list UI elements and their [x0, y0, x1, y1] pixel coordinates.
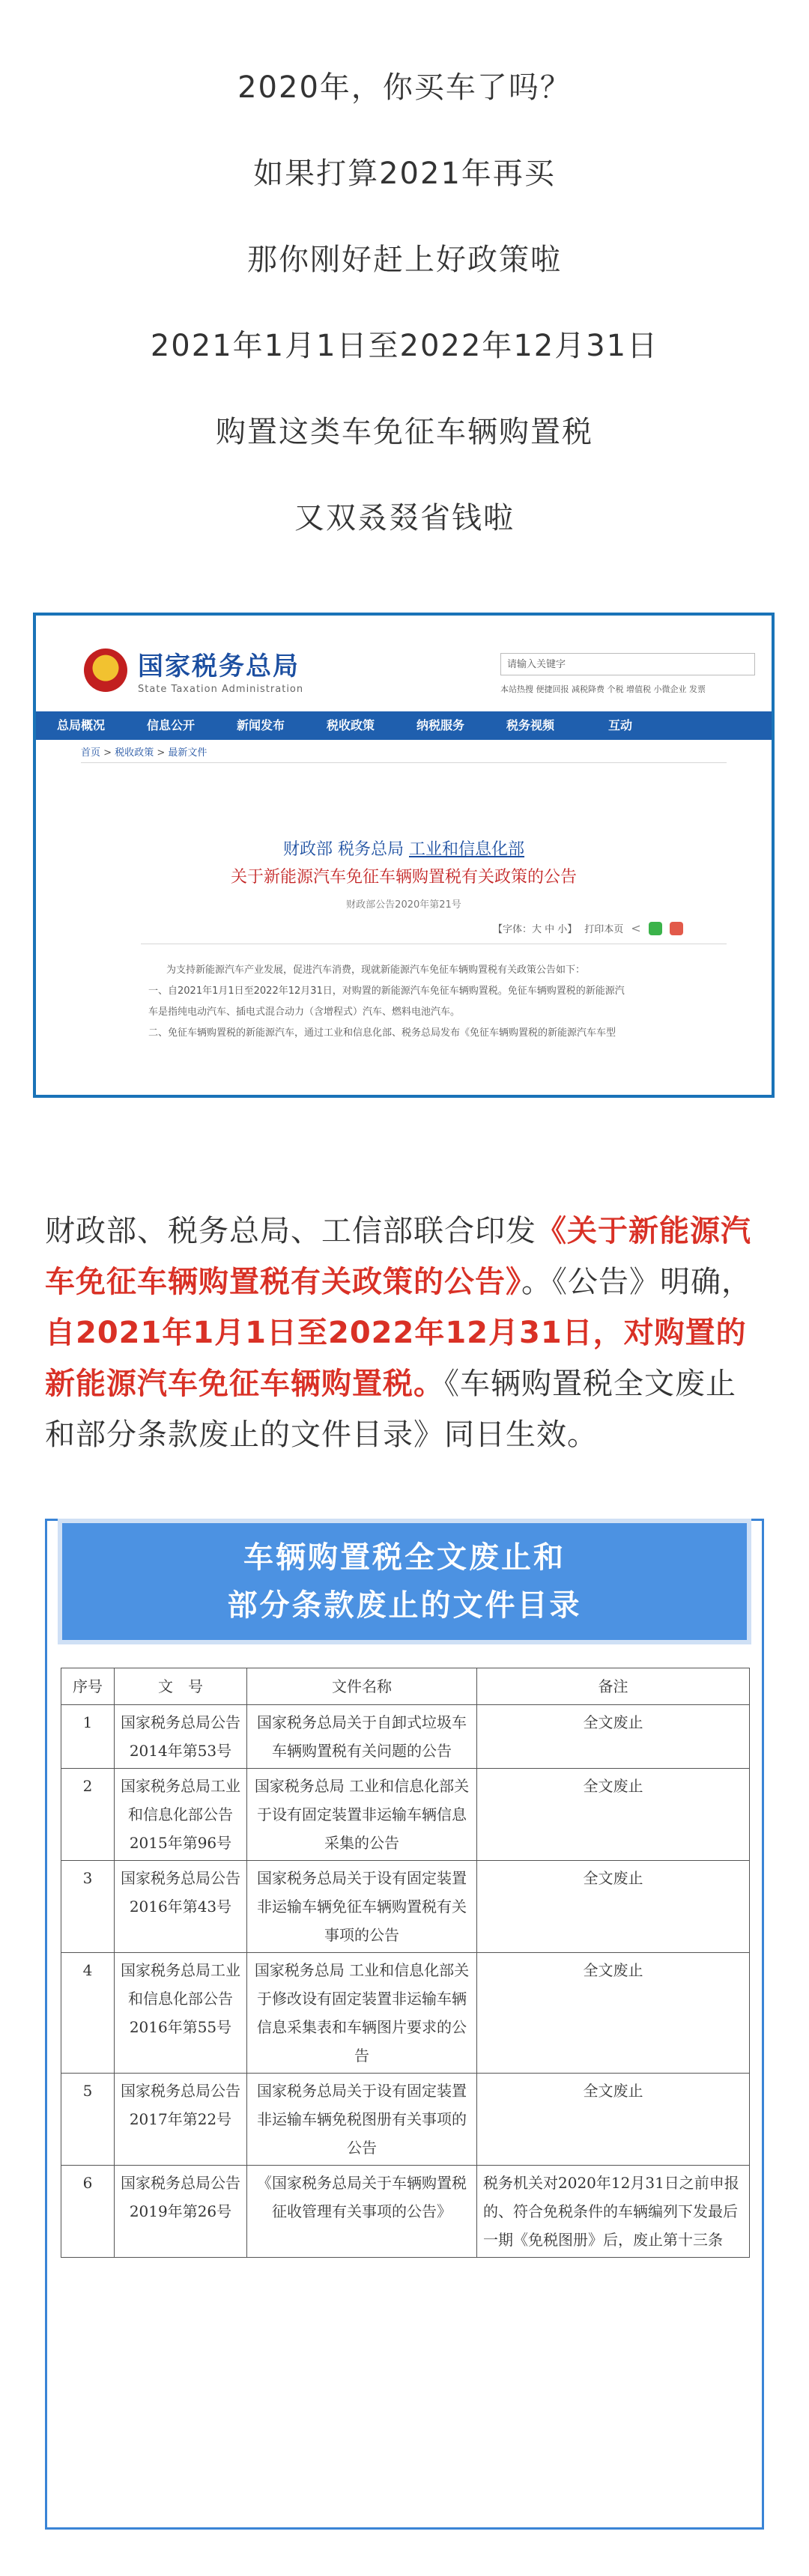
para-text: 《车辆购置税全文废止和部分条款废止的文件目录》同日生效。: [45, 1367, 736, 1452]
table-row: [61, 2074, 750, 2166]
cell-name: 国家税务总局关于自卸式垃圾车车辆购置税有关问题的公告: [247, 1705, 477, 1769]
nav-item[interactable]: 税务视频: [506, 718, 554, 732]
cell-name: 国家税务总局 工业和信息化部关于设有固定装置非运输车辆信息采集的公告: [247, 1769, 477, 1861]
cell-note: 全文废止: [477, 1705, 750, 1769]
policy-paragraph: [45, 1206, 764, 1460]
announcement-title: 关于新能源汽车免征车辆购置税有关政策的公告: [230, 868, 577, 887]
cell-no: 6: [61, 2166, 115, 2258]
font-size-control[interactable]: 【字体：大 中 小】: [493, 924, 578, 935]
body-line: 为支持新能源汽车产业发展，促进汽车消费，现就新能源汽车免征车辆购置税有关政策公告如下：: [166, 965, 586, 976]
site-name: 国家税务总局: [138, 651, 300, 681]
article-tools: [493, 921, 683, 935]
table-row: [61, 1861, 750, 1953]
site-logo[interactable]: [84, 645, 303, 695]
cell-note: 税务机关对2020年12月31日之前申报的、符合免税条件的车辆编列下发最后一期《免税图册》后，废止第十三条: [477, 2166, 750, 2258]
para-highlight: 自2021年1月1日至2022年12月31日，对购置的新能源汽车免征车辆购置税。: [45, 1316, 747, 1401]
intro-text: [0, 45, 809, 562]
cell-note: 全文废止: [477, 1953, 750, 2074]
cell-name: 国家税务总局关于设有固定装置非运输车辆免税图册有关事项的公告: [247, 2074, 477, 2166]
nav-item[interactable]: 税收政策: [326, 718, 375, 732]
table-row: [61, 1953, 750, 2074]
cell-no: 4: [61, 1953, 115, 2074]
cell-name: 《国家税务总局关于车辆购置税征收管理有关事项的公告》: [247, 2166, 477, 2258]
cell-note: 全文废止: [477, 2074, 750, 2166]
body-line: 车是指纯电动汽车、插电式混合动力（含增程式）汽车、燃料电池汽车。: [148, 1006, 461, 1018]
nav-item[interactable]: 互动: [607, 718, 632, 732]
cell-name: 国家税务总局 工业和信息化部关于修改设有固定装置非运输车辆信息采集表和车辆图片要求的公告: [247, 1953, 477, 2074]
department-link[interactable]: 工业和信息化部: [409, 840, 525, 859]
table-row: [61, 2166, 750, 2258]
column-header: 序号: [61, 1668, 115, 1705]
breadcrumb-item[interactable]: 税收政策: [115, 747, 154, 759]
column-header: 文件名称: [247, 1668, 477, 1705]
column-header: 备注: [477, 1668, 750, 1705]
intro-line: 购置这类车免征车辆购置税: [216, 415, 593, 449]
intro-line: 那你刚好赶上好政策啦: [247, 243, 562, 277]
banner-line: 车辆购置税全文废止和: [243, 1540, 566, 1575]
cell-name: 国家税务总局关于设有固定装置非运输车辆免征车辆购置税有关事项的公告: [247, 1861, 477, 1953]
nav-item[interactable]: 新闻发布: [236, 718, 285, 732]
breadcrumb-item[interactable]: 最新文件: [168, 747, 207, 759]
intro-line: 2021年1月1日至2022年12月31日: [150, 329, 659, 363]
para-highlight: 《关于新能源汽车免征车辆购置税有关政策的公告》: [45, 1214, 751, 1299]
repealed-documents-card: [45, 1519, 764, 2530]
weibo-icon[interactable]: [670, 922, 683, 935]
cell-doc: 国家税务总局公告2019年第26号: [115, 2166, 247, 2258]
cell-note: 全文废止: [477, 1769, 750, 1861]
nav-item[interactable]: 纳税服务: [416, 718, 464, 732]
intro-line: 如果打算2021年再买: [253, 157, 556, 191]
breadcrumb-item[interactable]: 首页: [81, 747, 101, 759]
search-input[interactable]: 请输入关键字: [500, 653, 755, 675]
cell-no: 2: [61, 1769, 115, 1861]
department: 税务总局: [337, 840, 404, 859]
national-emblem-icon: [84, 648, 127, 692]
divider: [81, 762, 727, 763]
cell-doc: 国家税务总局工业和信息化部公告2016年第55号: [115, 1953, 247, 2074]
site-name-en: State Taxation Administration: [138, 684, 304, 695]
department: 财政部: [282, 840, 333, 859]
table-row: [61, 1769, 750, 1861]
announcement-body: [148, 960, 727, 1044]
para-text: 。《公告》明确，: [521, 1265, 752, 1299]
cell-doc: 国家税务总局公告2016年第43号: [115, 1861, 247, 1953]
repealed-documents-table: [61, 1668, 750, 2258]
print-link[interactable]: 打印本页: [584, 924, 624, 935]
body-line: 一、自2021年1月1日至2022年12月31日，对购置的新能源汽车免征车辆购置税。免征车辆购置税的新能源汽: [148, 985, 625, 997]
catalog-banner: [58, 1519, 751, 1644]
column-header: 文 号: [115, 1668, 247, 1705]
wechat-icon[interactable]: [649, 922, 662, 935]
document-number: 财政部公告2020年第21号: [346, 899, 461, 911]
body-line: 二、免征车辆购置税的新能源汽车，通过工业和信息化部、税务总局发布《免征车辆购置税的新能源汽车车型: [148, 1027, 616, 1039]
para-text: 财政部、税务总局、工信部联合印发: [45, 1214, 536, 1248]
breadcrumb: 首页 > 税收政策 > 最新文件: [81, 747, 207, 759]
intro-line: 2020年，你买车了吗？: [237, 70, 572, 105]
nav-item[interactable]: 总局概况: [56, 718, 105, 732]
cell-no: 3: [61, 1861, 115, 1953]
cell-doc: 国家税务总局公告2017年第22号: [115, 2074, 247, 2166]
cell-note: 全文废止: [477, 1861, 750, 1953]
cell-no: 1: [61, 1705, 115, 1769]
website-screenshot: [33, 613, 775, 1098]
issuing-departments: [36, 836, 772, 860]
cell-doc: 国家税务总局工业和信息化部公告2015年第96号: [115, 1769, 247, 1861]
site-nav: [36, 711, 772, 740]
banner-line: 部分条款废止的文件目录: [227, 1588, 582, 1623]
nav-item[interactable]: 信息公开: [146, 718, 195, 732]
cell-no: 5: [61, 2074, 115, 2166]
cell-doc: 国家税务总局公告2014年第53号: [115, 1705, 247, 1769]
share-icon[interactable]: <: [631, 921, 641, 935]
table-row: [61, 1705, 750, 1769]
quick-links[interactable]: 本站热搜 便捷回报 减税降费 个税 增值税 小微企业 发票: [500, 684, 706, 694]
intro-line: 又双叒叕省钱啦: [294, 501, 515, 535]
